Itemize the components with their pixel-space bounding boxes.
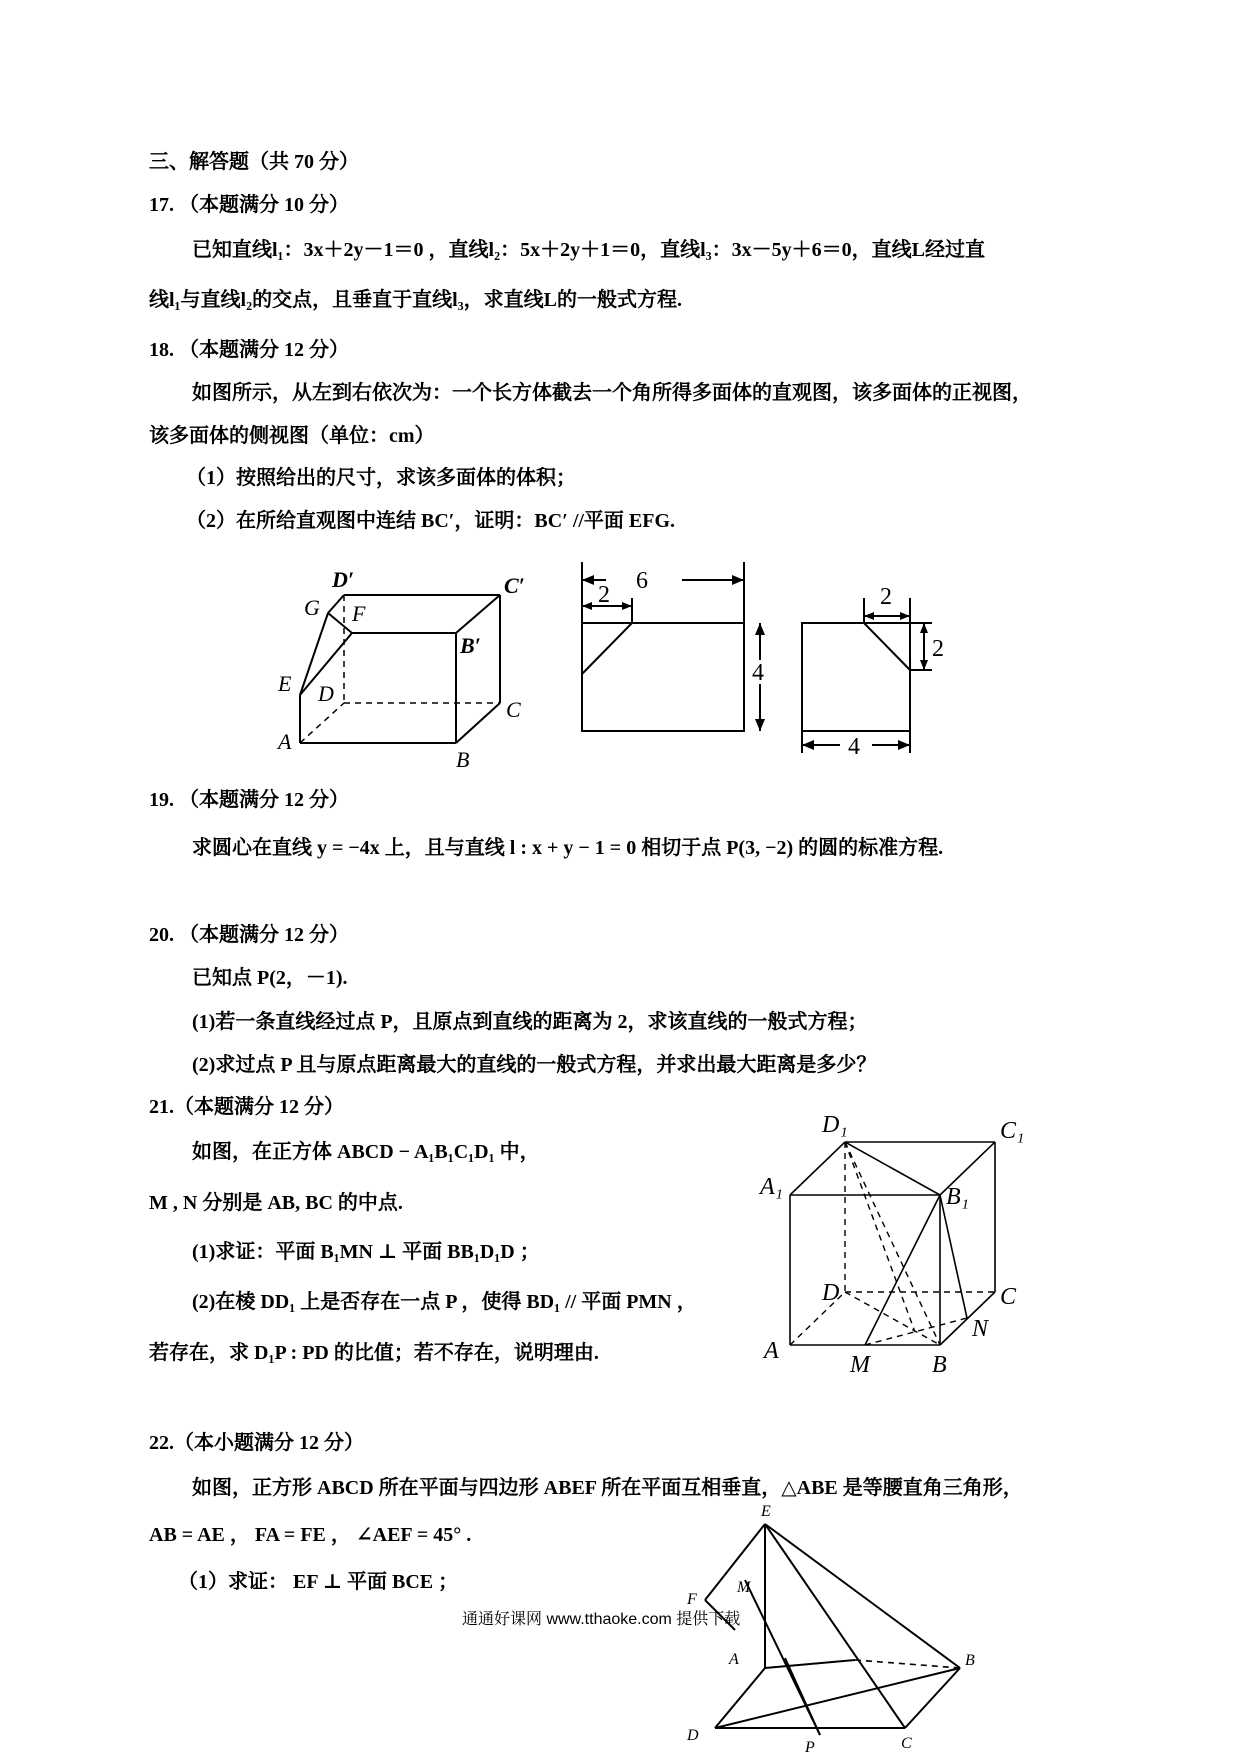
q18-part2: （2）在所给直观图中连结 BC′，证明：BC′ //平面 EFG.: [186, 510, 676, 532]
label-m: M: [850, 1352, 870, 1378]
label-c: C: [901, 1735, 912, 1752]
front-view-figure: [570, 560, 770, 740]
q21-part1: (1)求证：平面 B₁MN ⊥ 平面 BB₁D₁D ；: [192, 1241, 540, 1263]
label-b: B: [456, 747, 470, 772]
q20-line1: 已知点 P(2，－1).: [192, 967, 348, 989]
q22-line1: 如图，正方形 ABCD 所在平面与四边形 ABEF 所在平面互相垂直，△ABE 是等腰直角三角形，: [192, 1477, 1023, 1499]
q18-line1: 如图所示，从左到右依次为：一个长方体截去一个角所得多面体的直观图，该多面体的正视图，: [192, 382, 1032, 404]
front-view-cut-dim: 2: [598, 582, 610, 608]
label-a1: A₁: [760, 1174, 784, 1200]
q18-part1: （1）按照给出的尺寸，求该多面体的体积；: [186, 467, 576, 489]
q21-header: 21.（本题满分 12 分）: [149, 1096, 344, 1118]
q22-header: 22.（本小题满分 12 分）: [149, 1432, 364, 1454]
label-f: F: [687, 1591, 697, 1608]
label-b: B: [932, 1352, 947, 1378]
label-b: B: [965, 1652, 975, 1669]
label-c-prime: C′: [504, 573, 525, 598]
side-view-bottom-dim: 4: [848, 734, 860, 760]
q17-line2: 线l₁与直线l₂的交点，且垂直于直线l₃，求直线L的一般式方程.: [149, 289, 682, 311]
cube-figure: [760, 1110, 1040, 1380]
q17-line1: 已知直线l₁：3x＋2y－1＝0 ，直线l₂：5x＋2y＋1＝0，直线l₃：3x－5y＋6＝0，直线L经过直: [192, 239, 985, 261]
q21-line-last: 若存在，求 D₁P : PD 的比值；若不存在，说明理由.: [149, 1342, 599, 1364]
label-d: D: [687, 1727, 699, 1744]
label-c: C: [1000, 1284, 1017, 1310]
q18-header: 18. （本题满分 12 分）: [149, 339, 349, 361]
pyramid-figure: [665, 1500, 995, 1754]
section-header: 三、解答题（共 70 分）: [149, 151, 359, 173]
q21-line2: M , N 分别是 AB, BC 的中点.: [149, 1192, 403, 1214]
q21-line1: 如图，在正方体 ABCD − A₁B₁C₁D₁ 中，: [192, 1141, 540, 1163]
label-d: D: [318, 681, 334, 706]
label-f: F: [352, 601, 366, 626]
label-d: D: [822, 1280, 840, 1306]
label-n: N: [972, 1316, 989, 1342]
front-view-width-dim: 6: [636, 568, 648, 594]
label-a: A: [278, 729, 292, 754]
label-d-prime: D′: [332, 567, 355, 592]
q20-part1: (1)若一条直线经过点 P，且原点到直线的距离为 2，求该直线的一般式方程；: [192, 1011, 868, 1033]
polyhedron-figure: [270, 565, 560, 775]
label-b-prime: B′: [460, 633, 481, 658]
q20-header: 20. （本题满分 12 分）: [149, 924, 349, 946]
q17-header: 17. （本题满分 10 分）: [149, 194, 349, 216]
side-view-right-dim: 2: [932, 636, 944, 662]
label-c: C: [506, 697, 521, 722]
label-a: A: [764, 1338, 779, 1364]
q22-line2: AB = AE ， FA = FE ， ∠AEF = 45° .: [149, 1524, 472, 1546]
label-p: P: [805, 1739, 815, 1754]
footer-text: 通通好课网 www.tthaoke.com 提供下载: [462, 1611, 741, 1628]
front-view-height-dim: 4: [752, 660, 764, 686]
q20-part2: (2)求过点 P 且与原点距离最大的直线的一般式方程，并求出最大距离是多少？: [192, 1054, 877, 1076]
q19-line1: 求圆心在直线 y = −4x 上，且与直线 l : x + y − 1 = 0 相切于点 P(3, −2) 的圆的标准方程.: [192, 837, 944, 859]
label-a: A: [729, 1651, 739, 1668]
q22-part1: （1）求证： EF ⊥ 平面 BCE ；: [178, 1571, 459, 1593]
label-e: E: [278, 671, 292, 696]
label-c1: C₁: [1000, 1118, 1025, 1144]
q21-part2: (2)在棱 DD₁ 上是否存在一点 P ，使得 BD₁ // 平面 PMN ，: [192, 1291, 697, 1313]
label-g: G: [304, 595, 320, 620]
label-b1: B₁: [946, 1184, 970, 1210]
side-view-figure: [790, 568, 960, 758]
label-e: E: [761, 1503, 771, 1520]
q19-header: 19. （本题满分 12 分）: [149, 789, 349, 811]
q18-line2: 该多面体的侧视图（单位：cm）: [149, 425, 435, 447]
side-view-top-dim: 2: [880, 584, 892, 610]
label-d1: D₁: [822, 1112, 848, 1138]
label-m: M: [737, 1579, 751, 1596]
